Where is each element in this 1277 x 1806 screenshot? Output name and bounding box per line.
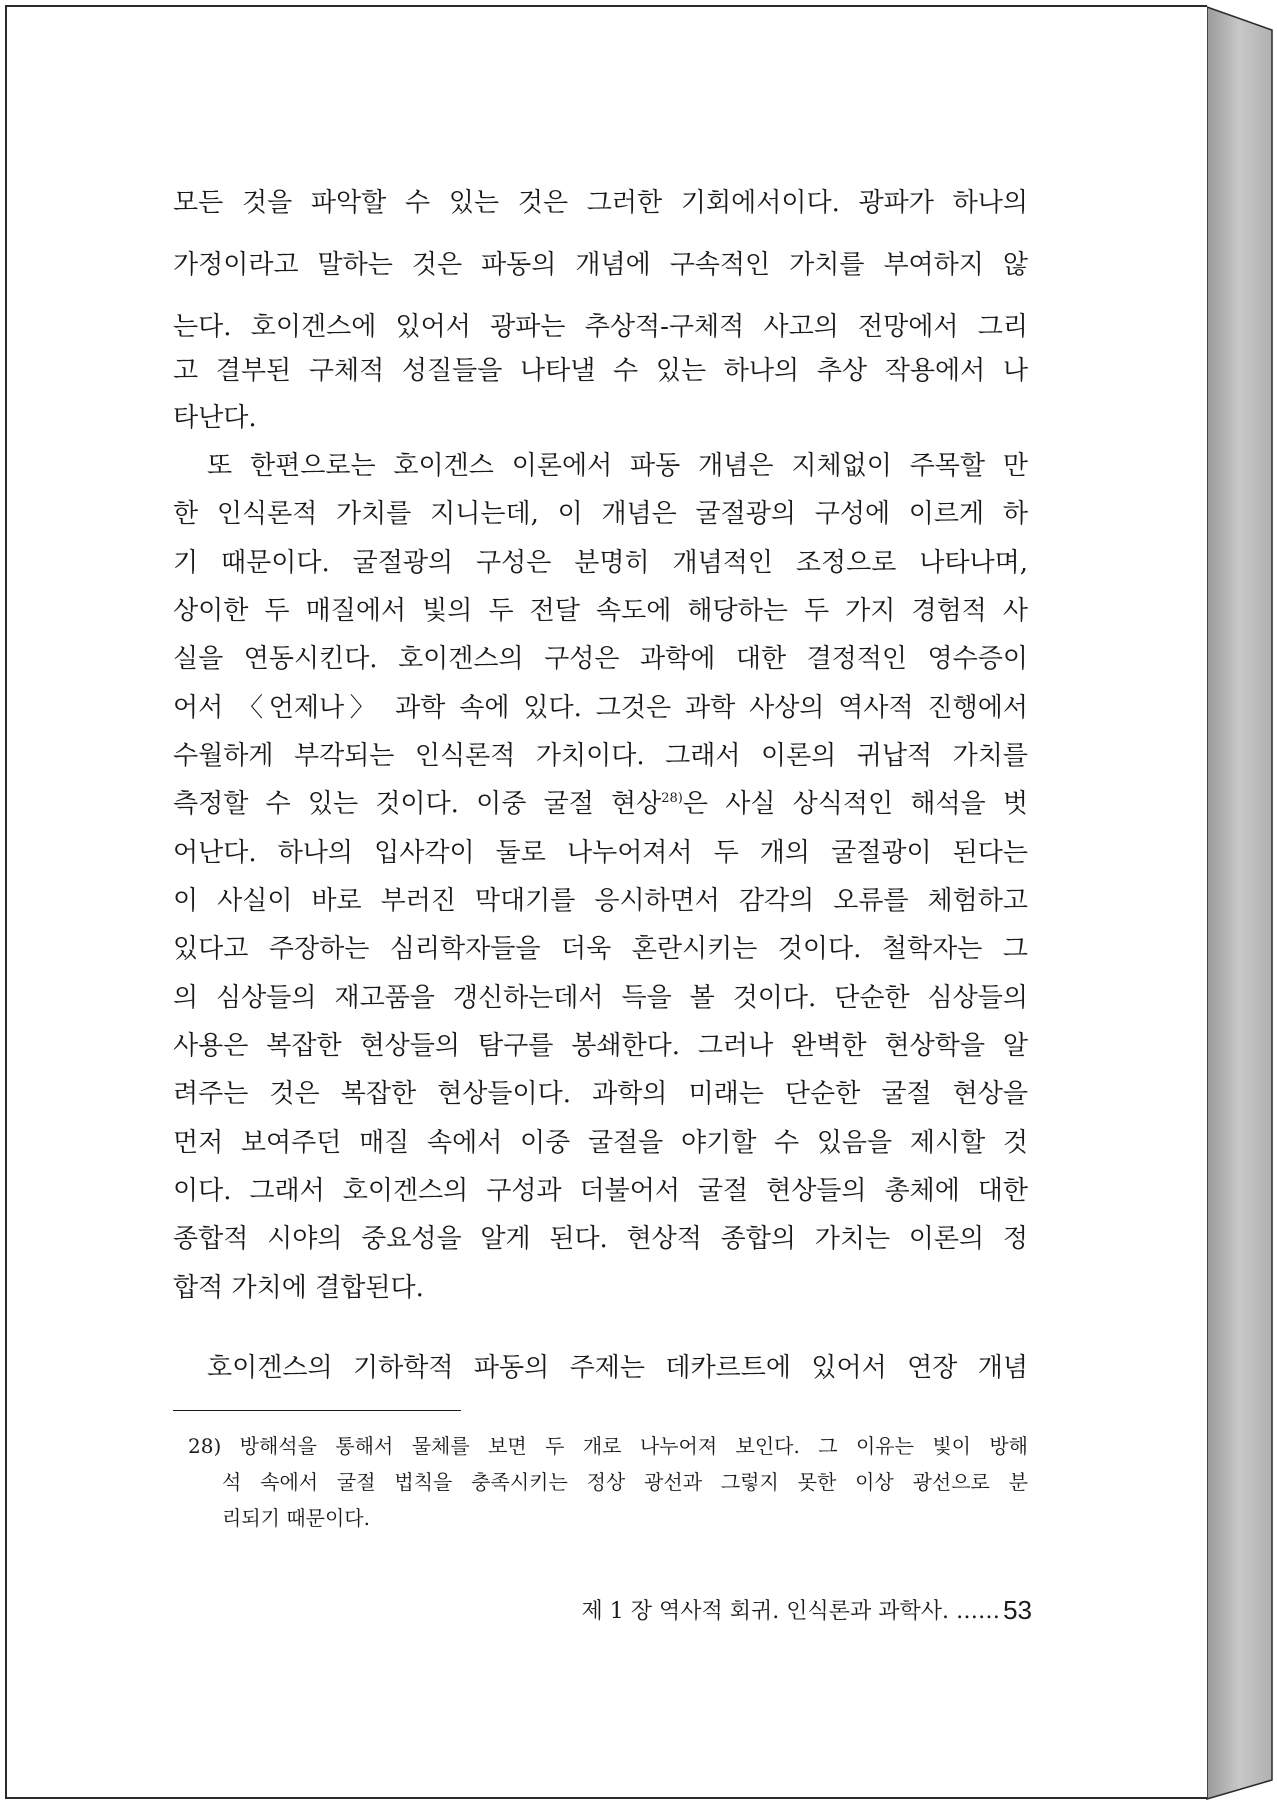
footnote-text-1: 방해석을 통해서 물체를 보면 두 개로 나누어져 보인다. 그 이유는 빛이 방해 (239, 1434, 1028, 1458)
body-line-14: 어난다. 하나의 입사각이 둘로 나누어져서 두 개의 굴절광이 된다는 (173, 838, 1028, 868)
footnote-line-2: 석 속에서 굴절 법칙을 충족시키는 정상 광선과 그렇지 못한 이상 광선으로 분 (222, 1470, 1028, 1494)
body-line-19: 려주는 것은 복잡한 현상들이다. 과학의 미래는 단순한 굴절 현상을 (173, 1079, 1028, 1109)
footnote-marker: 28) (188, 1434, 222, 1458)
body-line-10: 실을 연동시킨다. 호이겐스의 구성은 과학에 대한 결정적인 영수증이 (173, 644, 1028, 674)
body-line-20: 먼저 보여주던 매질 속에서 이중 굴절을 야기할 수 있음을 제시할 것 (173, 1128, 1028, 1158)
body-line-7: 한 인식론적 가치를 지니는데, 이 개념은 굴절광의 구성에 이르게 하 (173, 499, 1028, 529)
body-line-3: 는다. 호이겐스에 있어서 광파는 추상적-구체적 사고의 전망에서 그리 (173, 312, 1028, 342)
body-line-2: 가정이라고 말하는 것은 파동의 개념에 구속적인 가치를 부여하지 않 (173, 250, 1028, 280)
body-line-6: 또 한편으로는 호이겐스 이론에서 파동 개념은 지체없이 주목할 만 (207, 451, 1028, 481)
body-line-18: 사용은 복잡한 현상들의 탐구를 봉쇄한다. 그러나 완벽한 현상학을 알 (173, 1031, 1028, 1061)
body-line-21: 이다. 그래서 호이겐스의 구성과 더불어서 굴절 현상들의 총체에 대한 (173, 1176, 1028, 1206)
body-line-5: 타난다. (173, 403, 257, 433)
body-line-12: 수월하게 부각되는 인식론적 가치이다. 그래서 이론의 귀납적 가치를 (173, 741, 1028, 771)
footnote-line-3: 리되기 때문이다. (222, 1506, 370, 1530)
body-line-17: 의 심상들의 재고품을 갱신하는데서 득을 볼 것이다. 단순한 심상들의 (173, 983, 1028, 1013)
body-line-11: 어서 〈언제나〉 과학 속에 있다. 그것은 과학 사상의 역사적 진행에서 (173, 693, 1028, 723)
footnote-ref-28: 28) (661, 791, 683, 806)
body-line-8: 기 때문이다. 굴절광의 구성은 분명히 개념적인 조정으로 나타나며, (173, 548, 1028, 578)
body-line-13-b: 은 사실 상식적인 해석을 벗 (682, 789, 1028, 819)
body-line-9: 상이한 두 매질에서 빛의 두 전달 속도에 해당하는 두 가지 경험적 사 (173, 596, 1028, 626)
body-line-13-a: 측정할 수 있는 것이다. 이중 굴절 현상 (173, 789, 662, 819)
body-line-16: 있다고 주장하는 심리학자들을 더욱 혼란시키는 것이다. 철학자는 그 (173, 934, 1028, 964)
page-number: 53 (1003, 1595, 1032, 1625)
body-line-24: 호이겐스의 기하학적 파동의 주제는 데카르트에 있어서 연장 개념 (207, 1353, 1028, 1383)
footnote-rule (173, 1410, 461, 1411)
body-line-23: 합적 가치에 결합된다. (173, 1273, 424, 1303)
body-line-13 (173, 779, 1028, 829)
running-foot-chapter: 제 1 장 역사적 회귀. 인식론과 과학사. …… (581, 1599, 1000, 1624)
body-line-22: 종합적 시야의 중요성을 알게 된다. 현상적 종합의 가치는 이론의 정 (173, 1224, 1028, 1254)
body-line-1: 모든 것을 파악할 수 있는 것은 그러한 기회에서이다. 광파가 하나의 (173, 188, 1028, 218)
body-line-4: 고 결부된 구체적 성질들을 나타낼 수 있는 하나의 추상 작용에서 나 (173, 356, 1028, 386)
body-line-15: 이 사실이 바로 부러진 막대기를 응시하면서 감각의 오류를 체험하고 (173, 886, 1028, 916)
footnote-line-1 (188, 1428, 1028, 1464)
